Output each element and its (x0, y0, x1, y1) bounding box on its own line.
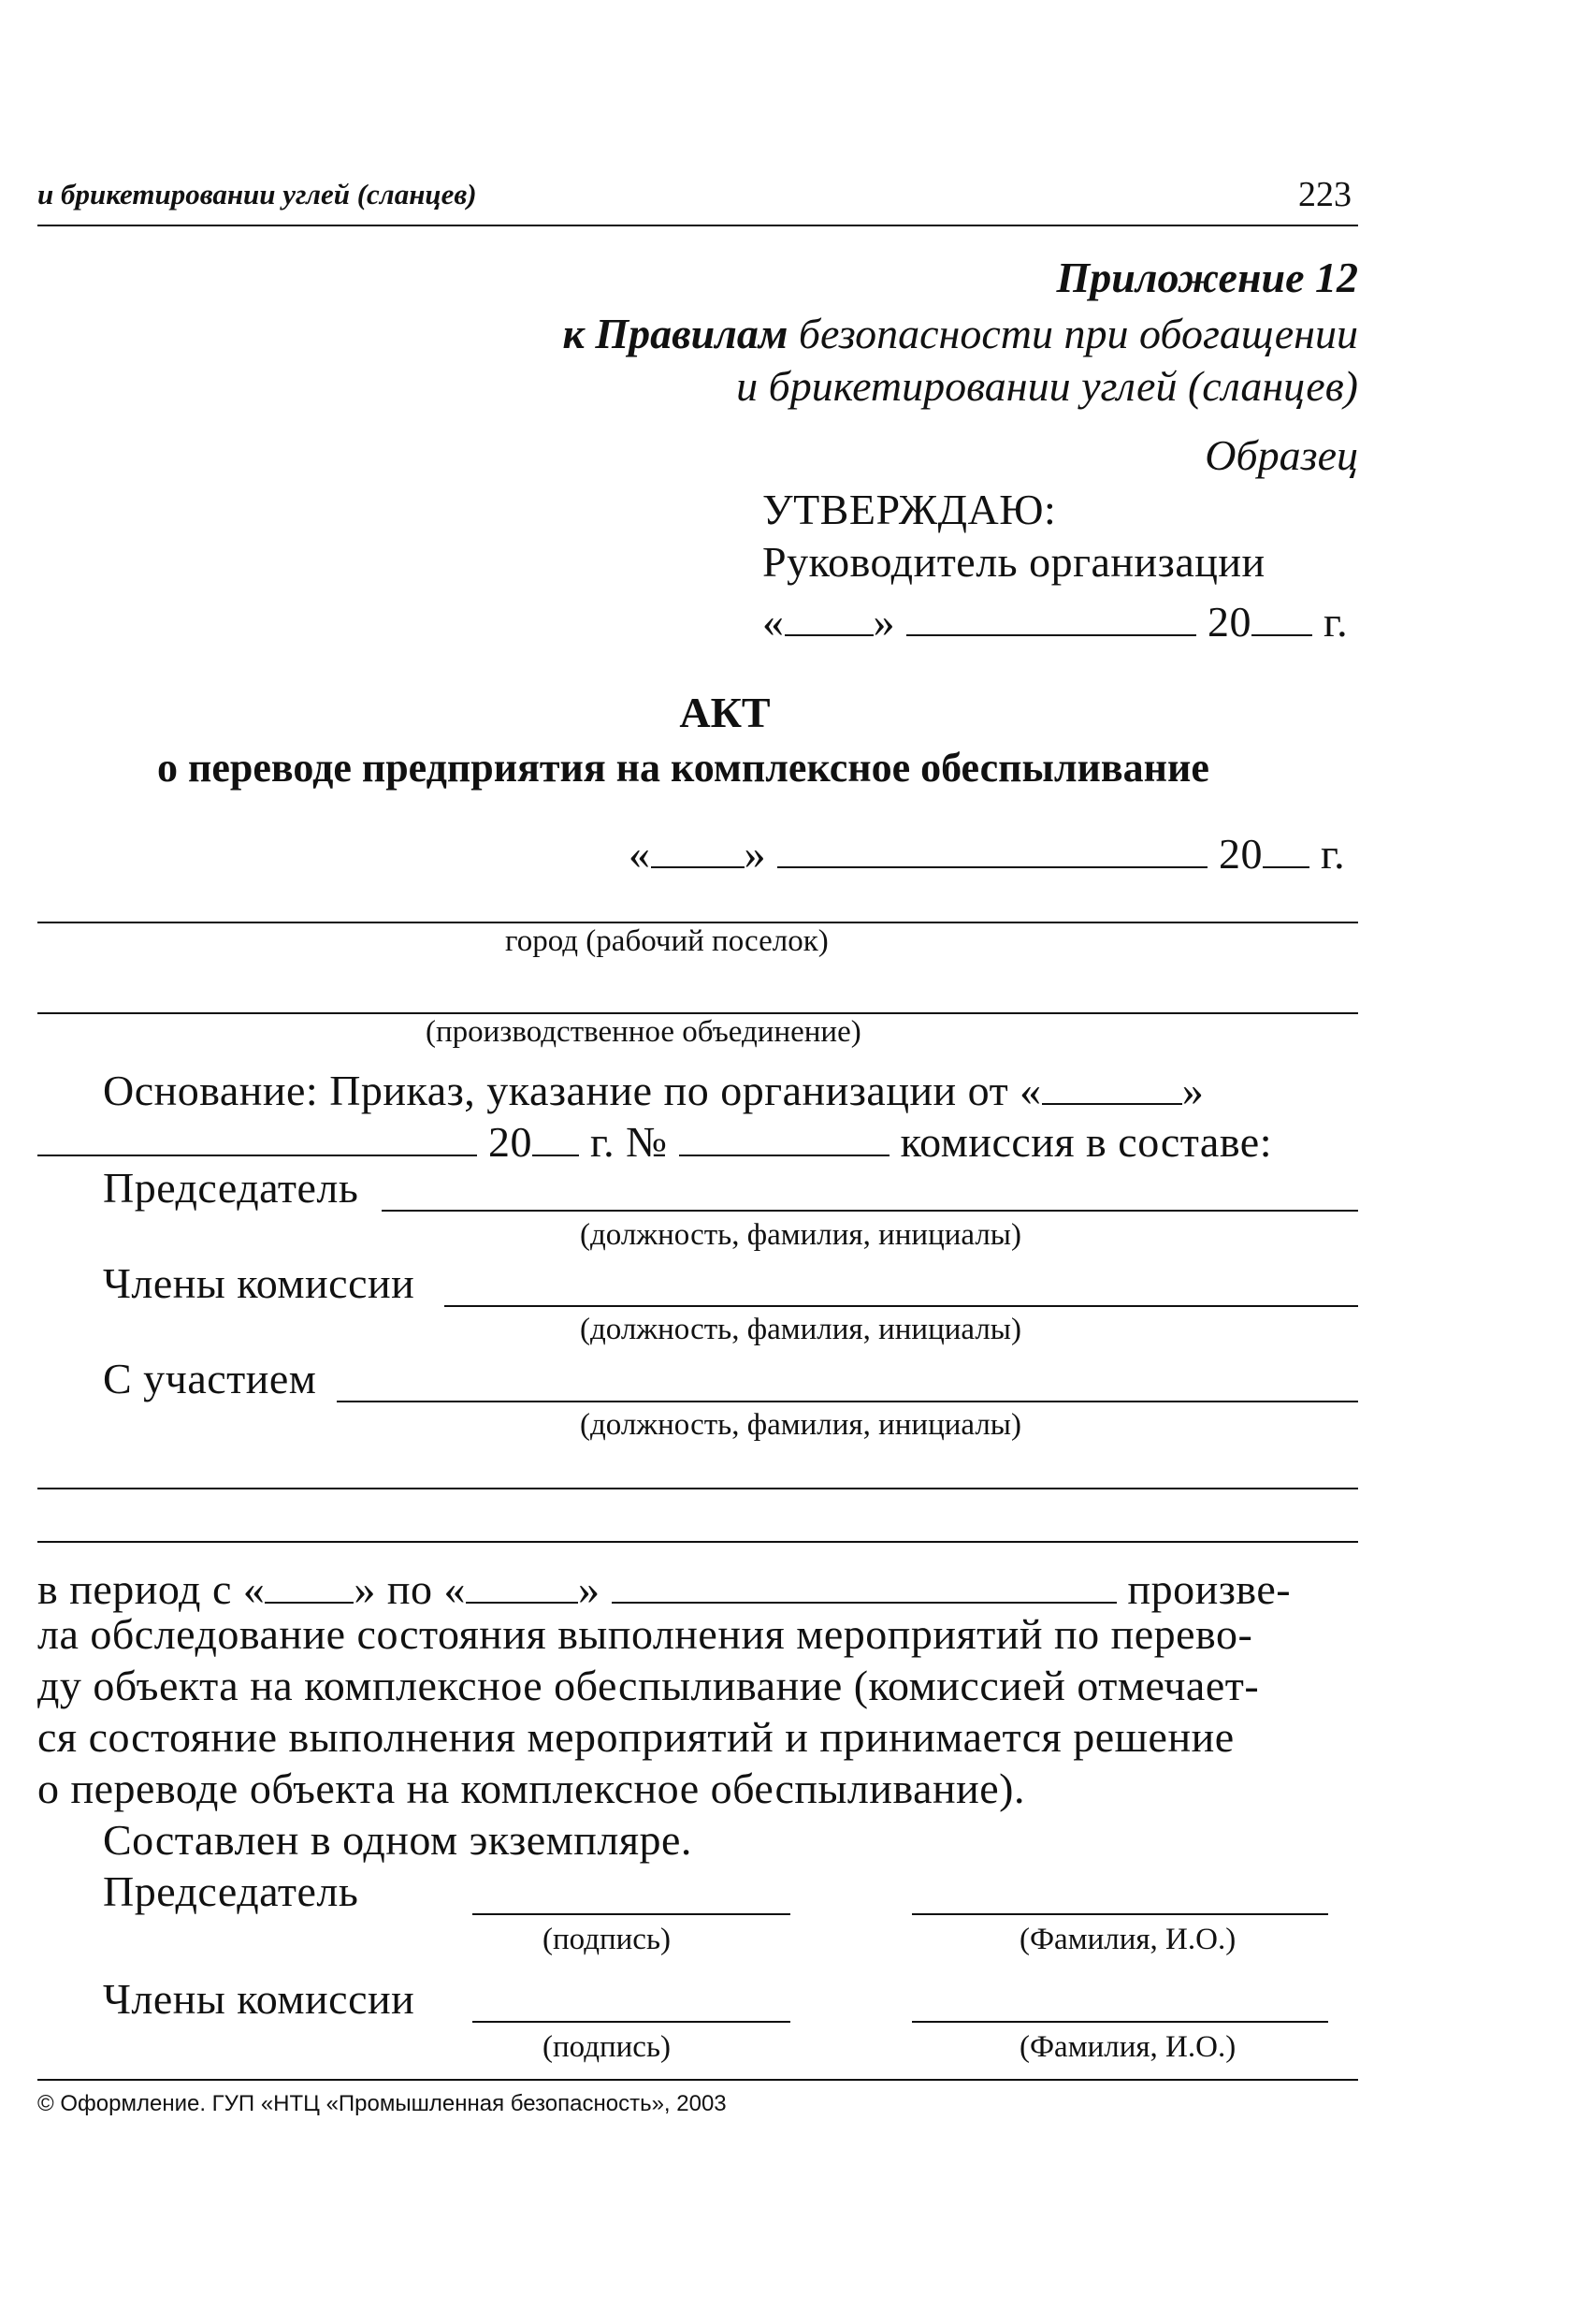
basis-text: Основание: Приказ, указание по организации от « (103, 1067, 1042, 1114)
blank-line-1[interactable] (37, 1488, 1358, 1489)
closing-members-name-field[interactable] (912, 2021, 1328, 2023)
act-year-field[interactable] (1263, 823, 1309, 868)
closing-chairman-signature-caption: (подпись) (542, 1923, 671, 1956)
footer-rule (37, 2079, 1358, 2081)
footer-copyright: © Оформление. ГУП «НТЦ «Промышленная безопасность», 2003 (37, 2091, 727, 2116)
paragraph-line-5: о переводе объекта на комплексное обеспыливание). (37, 1765, 1025, 1812)
closing-members-name-caption: (Фамилия, И.О.) (1020, 2030, 1237, 2064)
chairman-label: Председатель (103, 1164, 359, 1212)
basis-line2 (37, 1111, 1272, 1167)
appendix-rules-line3: и брикетировании углей (сланцев) (736, 362, 1358, 410)
act-open-quote: « (629, 830, 651, 878)
header-rule (37, 225, 1358, 226)
closing-chairman-signature-field[interactable] (472, 1913, 790, 1915)
act-title: АКТ (679, 689, 771, 736)
approval-role: Руководитель организации (762, 538, 1266, 586)
paragraph-line-4: ся состояние выполнения мероприятий и принимается решение (37, 1713, 1235, 1761)
chairman-field[interactable] (382, 1210, 1358, 1212)
closing-members-signature-field[interactable] (472, 2021, 790, 2023)
basis-line (103, 1060, 1204, 1115)
participation-label: С участием (103, 1355, 317, 1402)
act-date-line (629, 823, 1345, 879)
basis-commission: комиссия в составе: (900, 1118, 1272, 1166)
approval-year-prefix: 20 (1208, 598, 1251, 646)
basis-number-label: г. № (590, 1118, 668, 1166)
approval-close-quote: » (873, 598, 895, 646)
running-header-title: и брикетировании углей (сланцев) (37, 178, 477, 211)
chairman-caption: (должность, фамилия, инициалы) (580, 1218, 1021, 1252)
closing-members-signature-caption: (подпись) (542, 2030, 671, 2064)
closing-chairman-name-field[interactable] (912, 1913, 1328, 1915)
basis-month-field[interactable] (37, 1111, 477, 1156)
sample-label: Образец (1205, 431, 1358, 479)
appendix-rules-rest: безопасности при обогащении (788, 310, 1358, 357)
city-caption: город (рабочий поселок) (505, 924, 829, 958)
period-from-field[interactable] (265, 1559, 354, 1604)
approval-year-suffix: г. (1323, 598, 1349, 646)
appendix-number: Приложение 12 (1056, 254, 1358, 301)
basis-close-quote: » (1181, 1067, 1205, 1114)
period-end: » (578, 1565, 600, 1613)
appendix-rules-prefix: к Правилам (562, 310, 788, 357)
members-field[interactable] (444, 1305, 1358, 1307)
approval-date-line (762, 591, 1348, 646)
basis-day-field[interactable] (1042, 1060, 1182, 1105)
period-tail: произве- (1127, 1565, 1292, 1613)
act-close-quote: » (744, 830, 766, 878)
period-line (37, 1559, 1291, 1614)
page-number: 223 (1298, 175, 1352, 214)
approval-day-field[interactable] (785, 591, 874, 636)
closing-chairman-label: Председатель (103, 1867, 359, 1915)
act-year-prefix: 20 (1219, 830, 1263, 878)
approval-year-field[interactable] (1251, 591, 1312, 636)
approval-open-quote: « (762, 598, 785, 646)
basis-number-field[interactable] (679, 1111, 890, 1156)
participation-caption: (должность, фамилия, инициалы) (580, 1408, 1021, 1442)
paragraph-line-2: ла обследование состояния выполнения мероприятий по перево- (37, 1610, 1253, 1658)
basis-year-field[interactable] (532, 1111, 579, 1156)
period-to-field[interactable] (466, 1559, 578, 1604)
city-field[interactable] (37, 922, 1358, 923)
association-field[interactable] (37, 1012, 1358, 1014)
paragraph-line-3: ду объекта на комплексное обеспыливание (комиссией отмечает- (37, 1662, 1260, 1709)
closing-chairman-name-caption: (Фамилия, И.О.) (1020, 1923, 1237, 1956)
appendix-rules-line (563, 309, 1359, 358)
act-year-suffix: г. (1321, 830, 1346, 878)
approval-title: УТВЕРЖДАЮ: (762, 486, 1057, 533)
members-label: Члены комиссии (103, 1259, 415, 1307)
association-caption: (производственное объединение) (426, 1015, 861, 1049)
participation-field[interactable] (337, 1401, 1358, 1402)
act-day-field[interactable] (651, 823, 745, 868)
period-mid: » по « (354, 1565, 466, 1613)
basis-year-prefix: 20 (488, 1118, 532, 1166)
blank-line-2[interactable] (37, 1541, 1358, 1543)
closing-members-label: Члены комиссии (103, 1975, 415, 2023)
act-month-field[interactable] (777, 823, 1208, 868)
period-start: в период с « (37, 1565, 266, 1613)
approval-month-field[interactable] (906, 591, 1196, 636)
members-caption: (должность, фамилия, инициалы) (580, 1313, 1021, 1346)
period-month-field[interactable] (612, 1559, 1117, 1604)
one-copy-text: Составлен в одном экземпляре. (103, 1816, 692, 1864)
act-subtitle: о переводе предприятия на комплексное обеспыливание (157, 745, 1209, 791)
